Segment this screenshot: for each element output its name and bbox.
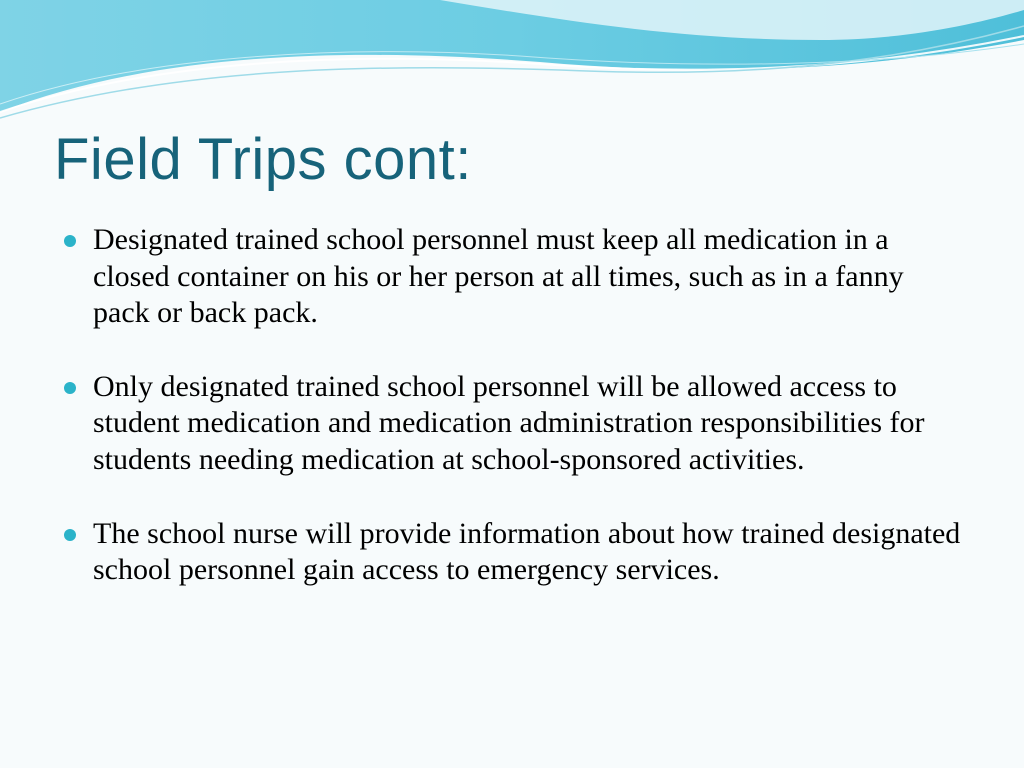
bullet-text: Only designated trained school personnel will be allowed access to student medication and medication administration responsibilities for students needing medication at school-sponsored activities. <box>93 369 925 476</box>
bullet-dot-icon <box>64 235 76 247</box>
bullet-dot-icon <box>64 529 76 541</box>
bullet-item <box>64 222 964 332</box>
bullet-list <box>64 222 964 626</box>
bullet-dot-icon <box>64 382 76 394</box>
decorative-wave-banner <box>0 0 1024 130</box>
bullet-text: Designated trained school personnel must keep all medication in a closed container on his or her person at all times, such as in a fanny pack or back pack. <box>93 223 904 330</box>
bullet-text: The school nurse will provide information about how trained designated school personnel gain access to emergency services. <box>93 516 961 587</box>
slide-title: Field Trips cont: <box>54 127 472 192</box>
bullet-item <box>64 516 964 589</box>
bullet-item <box>64 369 964 479</box>
